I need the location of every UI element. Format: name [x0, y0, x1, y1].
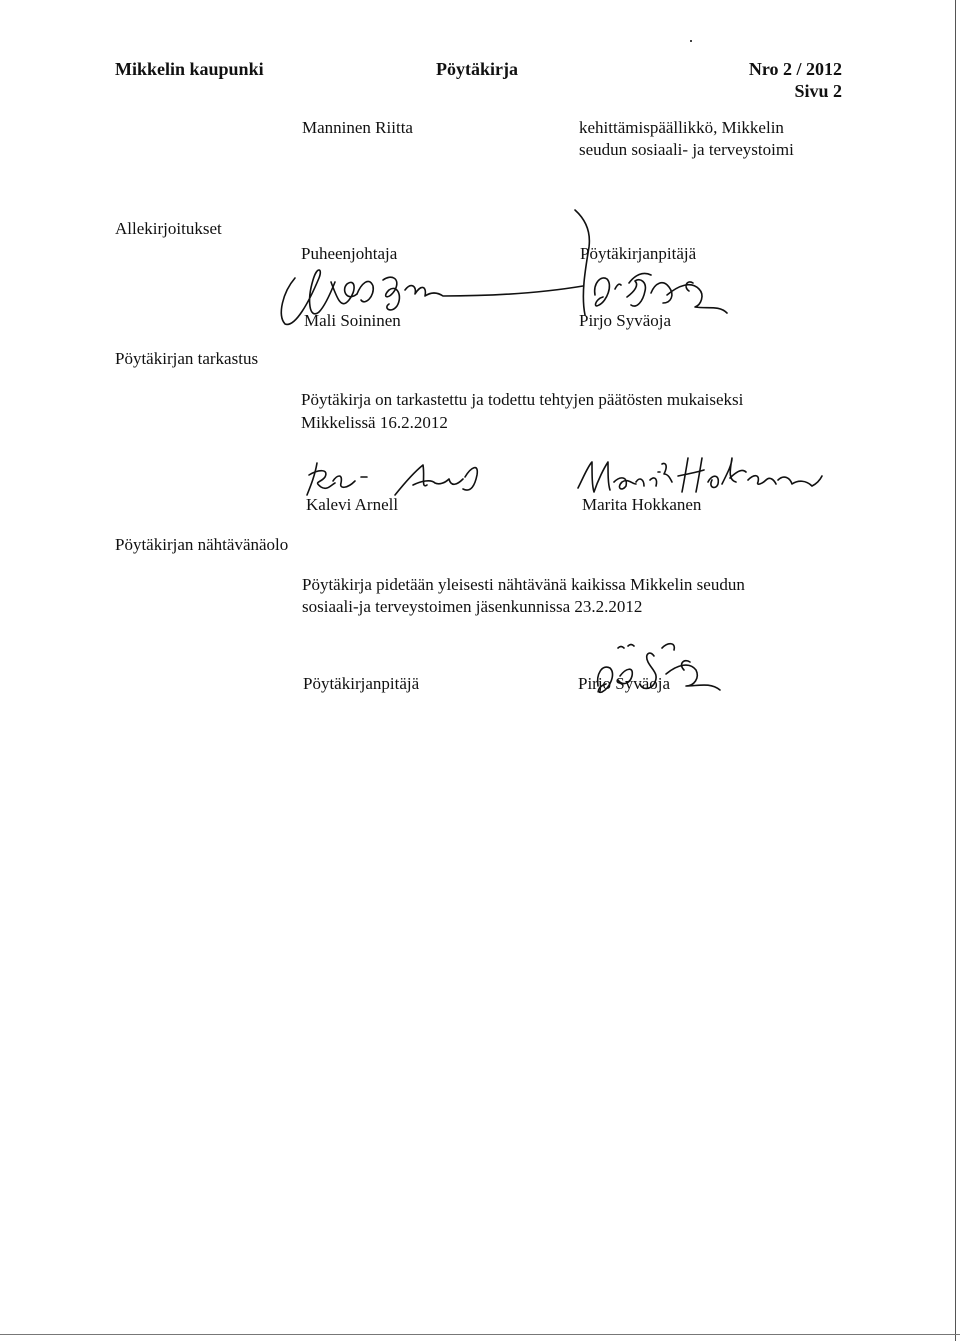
reviewer2-name: Marita Hokkanen [582, 495, 702, 514]
member-role-line2: seudun sosiaali- ja terveystoimi [579, 140, 794, 159]
scan-edge-bottom [0, 1334, 960, 1335]
signatures-label: Allekirjoitukset [115, 219, 222, 238]
review-label: Pöytäkirjan tarkastus [115, 349, 259, 368]
chair-signature-image [265, 220, 595, 335]
document-number: Nro 2 / 2012 [748, 59, 842, 79]
scan-edge-right [955, 0, 956, 1341]
secretary-signature-image [555, 205, 780, 335]
display-text-line1: Pöytäkirja pidetään yleisesti nähtävänä kaikissa Mikkelin seudun [302, 575, 745, 594]
document-type: Pöytäkirja [436, 59, 518, 79]
page-number: Sivu 2 [794, 81, 842, 101]
reviewer1-name: Kalevi Arnell [306, 495, 399, 514]
display-label: Pöytäkirjan nähtävänäolo [115, 535, 289, 554]
member-role-line1: kehittämispäällikkö, Mikkelin [579, 118, 784, 137]
organization-name: Mikkelin kaupunki [115, 59, 264, 79]
chair-name: Mali Soininen [304, 311, 401, 330]
scan-speck [690, 40, 692, 42]
secretary-title: Pöytäkirjanpitäjä [580, 244, 697, 263]
review-text-line1: Pöytäkirja on tarkastettu ja todettu tehtyjen päätösten mukaiseksi [301, 390, 744, 409]
review-text-line2: Mikkelissä 16.2.2012 [301, 413, 448, 432]
display-secretary-signature-image [570, 628, 750, 708]
chair-title: Puheenjohtaja [301, 244, 398, 263]
secretary-name: Pirjo Syväoja [579, 311, 672, 330]
display-secretary-title: Pöytäkirjanpitäjä [303, 674, 420, 693]
display-secretary-name: Pirjo Syväoja [578, 674, 671, 693]
member-name: Manninen Riitta [302, 118, 413, 137]
display-text-line2: sosiaali-ja terveystoimen jäsenkunnissa 23.2.2012 [302, 597, 643, 616]
